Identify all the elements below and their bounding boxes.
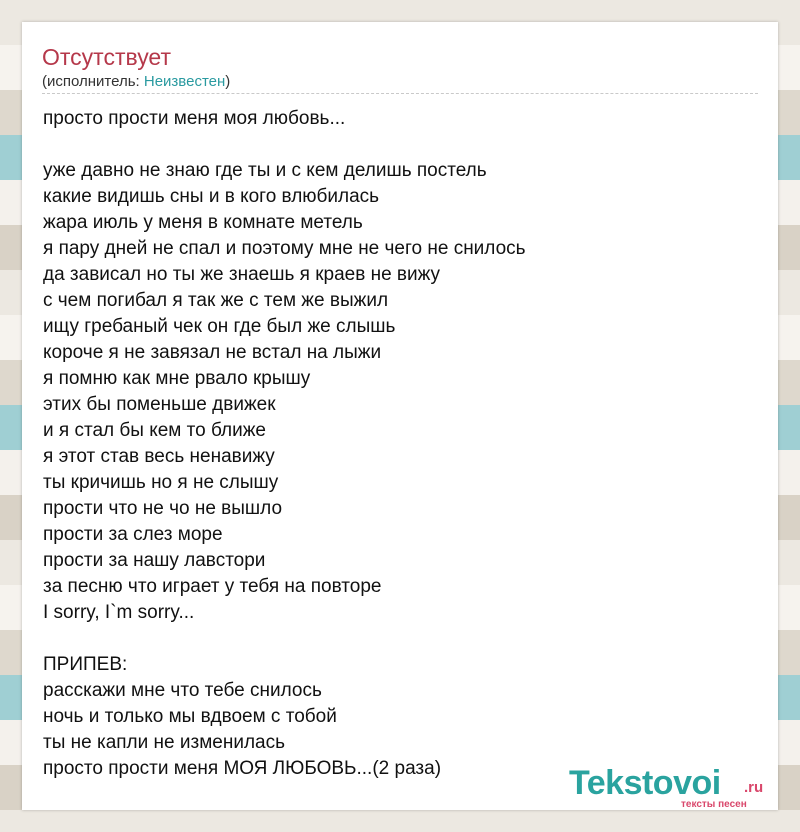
lyric-line: просто прости меня моя любовь... (43, 108, 346, 129)
lyric-line: I sorry, I`m sorry... (43, 602, 195, 623)
artist-link[interactable]: Неизвестен (143, 73, 226, 90)
lyric-line: я помню как мне рвало крышу (43, 368, 311, 389)
logo-tld: .ru (744, 779, 764, 796)
lyric-line: ночь и только мы вдвоем с тобой (43, 706, 337, 727)
lyric-line: с чем погибал я так же с тем же выжил (43, 290, 389, 311)
lyric-line: я этот став весь ненавижу (43, 446, 275, 467)
lyric-line: короче я не завязал не встал на лыжи (43, 342, 382, 363)
title-divider (42, 93, 758, 94)
lyric-line: жара июль у меня в комнате метель (43, 212, 363, 233)
lyric-line: ПРИПЕВ: (43, 654, 128, 675)
lyric-line: уже давно не знаю где ты и с кем делишь постель (43, 160, 487, 181)
artist-line (42, 73, 230, 90)
artist-prefix: (исполнитель: (42, 73, 144, 90)
lyric-line: прости за слез море (43, 524, 223, 545)
site-logo[interactable] (569, 764, 779, 814)
lyric-line: ты не капли не изменилась (43, 732, 285, 753)
lyric-line: какие видишь сны и в кого влюбилась (43, 186, 380, 207)
lyric-line (43, 626, 526, 652)
lyric-line: прости что не чо не вышло (43, 498, 283, 519)
lyrics-card (22, 22, 778, 810)
lyric-line: этих бы поменьше движек (43, 394, 276, 415)
lyric-line: расскажи мне что тебе снилось (43, 680, 322, 701)
lyric-line: за песню что играет у тебя на повторе (43, 576, 382, 597)
lyric-line: просто прости меня МОЯ ЛЮБОВЬ...(2 раза) (43, 758, 442, 779)
logo-tagline: тексты песен (681, 799, 747, 810)
lyric-line: я пару дней не спал и поэтому мне не чего не снилось (43, 238, 526, 259)
lyric-line: да зависал но ты же знаешь я краев не вижу (43, 264, 441, 285)
lyric-line: ищу гребаный чек он где был же слышь (43, 316, 396, 337)
lyric-line (43, 132, 526, 158)
lyric-line: и я стал бы кем то ближе (43, 420, 266, 441)
lyrics-text (43, 106, 526, 782)
song-title: Отсутствует (42, 44, 171, 70)
lyric-line: прости за нашу лавстори (43, 550, 266, 571)
artist-suffix: ) (225, 73, 231, 90)
lyric-line: ты кричишь но я не слышу (43, 472, 279, 493)
logo-name: Tekstovoi (569, 764, 721, 802)
